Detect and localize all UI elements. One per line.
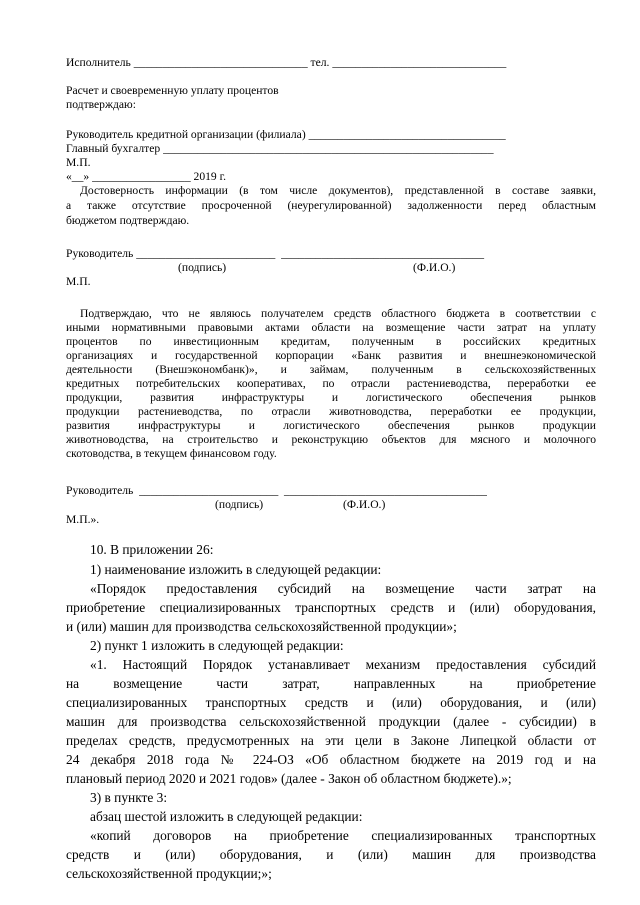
confirm-word: подтверждаю: [66, 98, 136, 111]
amendment-line: средств и (или) оборудования, и (или) машин для производства [66, 847, 596, 862]
amendment-line: абзац шестой изложить в следующей редакции: [90, 809, 363, 824]
reliability-line: а также отсутствие просроченной (неурегулированной) задолженности перед областным [66, 199, 596, 212]
confirm-line: деятельности (Внешэкономбанк)», и займам, полученным в сельскохозяйственных [66, 363, 596, 376]
amendment-line: плановый период 2020 и 2021 годов» (далее - Закон об областном бюджете).»; [66, 771, 512, 786]
name-caption: (Ф.И.О.) [413, 261, 456, 274]
confirm-line: иными нормативными правовыми актами области на возмещение части затрат на уплату [66, 321, 596, 334]
interest-payment-line: Расчет и своевременную уплату процентов [66, 84, 279, 97]
amendment-line: машин для производства сельскохозяйственной продукции (далее - субсидии) в [66, 714, 596, 729]
amendment-line: 24 декабря 2018 года № 224-ОЗ «Об областном бюджете на 2019 год и на [66, 752, 596, 767]
confirm-line: скотоводства, в текущем финансовом году. [66, 447, 277, 460]
amendment-line: 10. В приложении 26: [90, 542, 214, 557]
date-line: «__» _________________ 2019 г. [66, 170, 226, 183]
amendment-line: «копий договоров на приобретение специализированных транспортных [90, 828, 596, 843]
amendment-line: 3) в пункте 3: [90, 790, 168, 805]
amendment-line: 2) пункт 1 изложить в следующей редакции: [90, 638, 344, 653]
confirm-line: развития инфраструктуры и логистического обеспечения рынков продукции [66, 419, 596, 432]
amendment-line: «1. Настоящий Порядок устанавливает механизм предоставления субсидий [90, 657, 596, 672]
stamp-place-3: М.П.». [66, 513, 100, 526]
credit-org-head-line: Руководитель кредитной организации (филиала) __________________________________ [66, 128, 506, 141]
confirm-line: продукции, развития инфраструктуры и логистического обеспечения рынков [66, 391, 596, 404]
amendment-line: специализированных транспортных средств и (или) оборудования, и (или) [66, 695, 596, 710]
confirm-line: продукции растениеводства, по отрасли животноводства, переработки ее продукции, [66, 405, 596, 418]
head-signature-line: Руководитель ________________________ ___________________________________ [66, 484, 487, 497]
amendment-line: приобретение специализированных транспортных средств и (или) оборудования, [66, 600, 596, 615]
reliability-line: Достоверность информации (в том числе документов), представленной в составе заявки, [80, 184, 596, 197]
amendment-line: и (или) машин для производства сельскохозяйственной продукции»; [66, 619, 457, 634]
amendment-line: сельскохозяйственной продукции;»; [66, 866, 272, 881]
confirm-line: животноводства, на строительство и реконструкцию объектов для мясного и молочного [66, 433, 596, 446]
confirm-line: процентов по инвестиционным кредитам, полученным в российских кредитных [66, 335, 596, 348]
signature-caption: (подпись) [215, 498, 264, 511]
confirm-line: Подтверждаю, что не являюсь получателем средств областного бюджета в соответствии с [80, 307, 596, 320]
stamp-place-1: М.П. [66, 156, 91, 169]
signature-caption: (подпись) [178, 261, 227, 274]
reliability-line: бюджетом подтверждаю. [66, 214, 190, 227]
name-caption: (Ф.И.О.) [343, 498, 386, 511]
chief-accountant-line: Главный бухгалтер _________________________________________________________ [66, 142, 494, 155]
confirm-line: кредитных потребительских кооперативах, по отрасли растениеводства, переработки ее [66, 377, 596, 390]
amendment-line: на возмещение части затрат, направленных на приобретение [66, 676, 596, 691]
head-signature-line: Руководитель ________________________ ___________________________________ [66, 247, 485, 260]
amendment-line: пределах средств, предусмотренных на эти цели в Законе Липецкой области от [66, 733, 596, 748]
executor-line: Исполнитель ______________________________ тел. ______________________________ [66, 56, 507, 69]
amendment-line: «Порядок предоставления субсидий на возмещение части затрат на [90, 581, 596, 596]
amendment-line: 1) наименование изложить в следующей редакции: [90, 562, 382, 577]
stamp-place-2: М.П. [66, 275, 91, 288]
confirm-line: организациях и государственной корпорации «Банк развития и внешнеэкономической [66, 349, 596, 362]
